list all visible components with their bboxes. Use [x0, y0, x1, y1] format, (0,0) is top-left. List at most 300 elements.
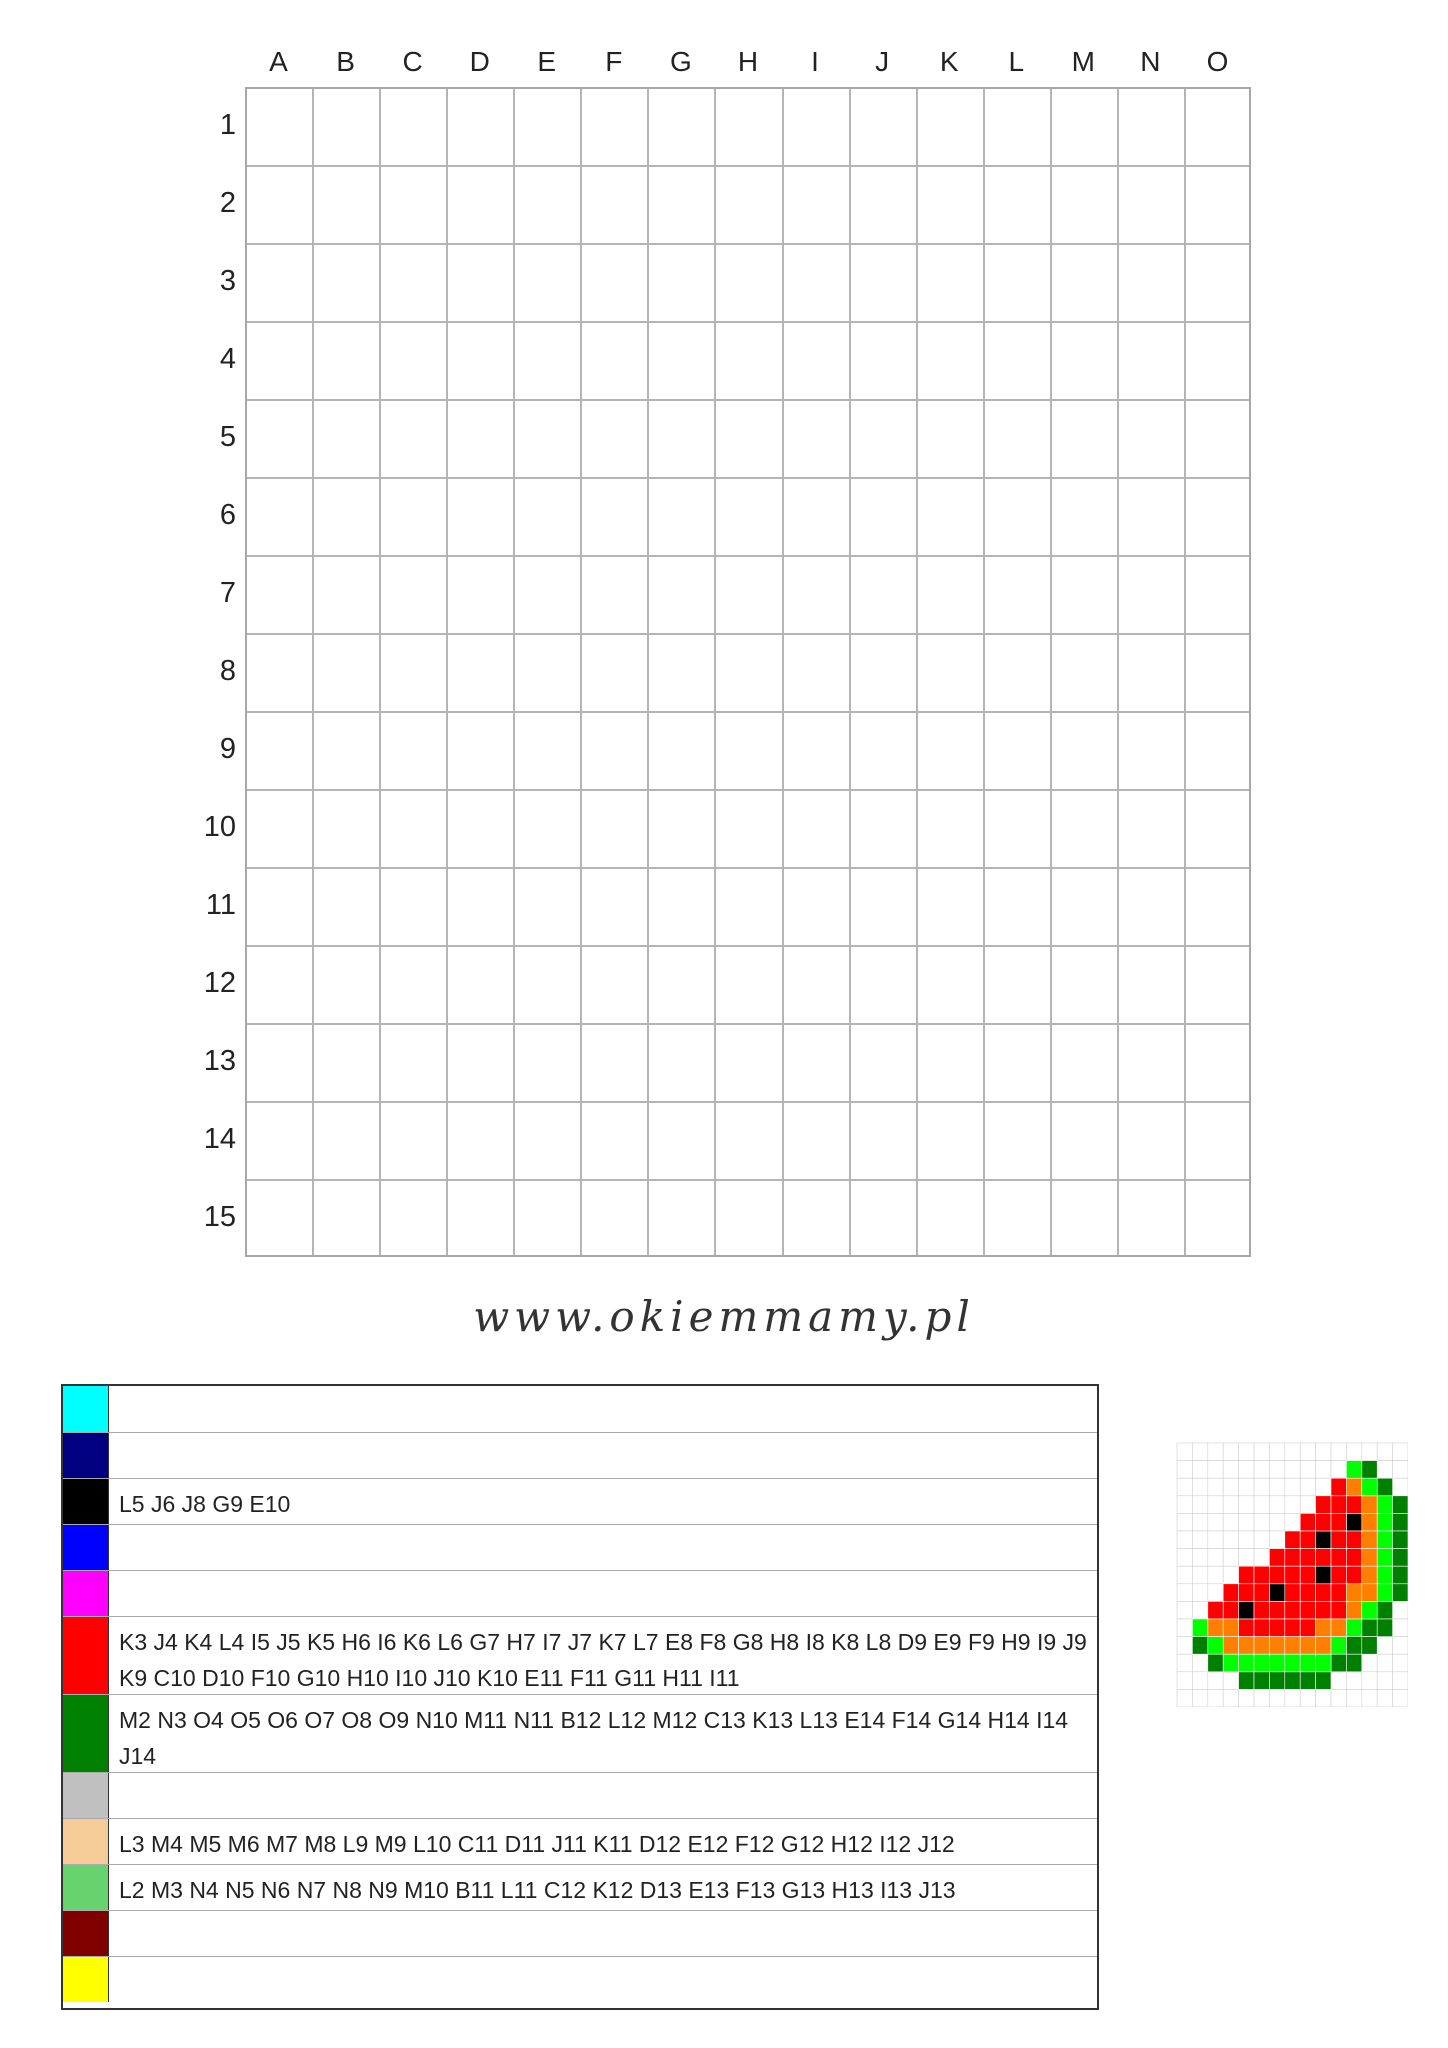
- cell-codes: L5 J6 J8 G9 E10: [119, 1491, 291, 1517]
- color-swatch: [63, 1911, 109, 1956]
- preview-grid-cell: [1177, 1461, 1192, 1479]
- preview-pixel-light-green: [1254, 1654, 1269, 1672]
- grid-column-divider: [446, 89, 448, 1255]
- preview-grid-cell: [1377, 1637, 1392, 1655]
- preview-pixel-red: [1331, 1496, 1346, 1514]
- coloring-grid[interactable]: [245, 87, 1251, 1257]
- preview-grid-cell: [1239, 1478, 1254, 1496]
- preview-pixel-red: [1316, 1513, 1331, 1531]
- preview-grid-cell: [1285, 1496, 1300, 1514]
- preview-pixel-dark-green: [1208, 1654, 1223, 1672]
- preview-pixel-red: [1285, 1531, 1300, 1549]
- preview-grid-cell: [1393, 1637, 1408, 1655]
- preview-pixel-red: [1300, 1549, 1315, 1567]
- column-label-f: F: [605, 46, 623, 77]
- column-label-o: O: [1206, 46, 1229, 77]
- color-swatch: [63, 1773, 109, 1818]
- preview-grid-cell: [1316, 1461, 1331, 1479]
- preview-pixel-dark-green: [1300, 1672, 1315, 1690]
- preview-grid-cell: [1223, 1513, 1238, 1531]
- preview-pixel-orange: [1316, 1619, 1331, 1637]
- preview-pixel-orange: [1362, 1549, 1377, 1567]
- preview-grid-cell: [1346, 1443, 1361, 1461]
- column-label-n: N: [1140, 46, 1161, 77]
- preview-pixel-light-green: [1377, 1513, 1392, 1531]
- preview-grid-cell: [1177, 1672, 1192, 1690]
- preview-pixel-red: [1239, 1619, 1254, 1637]
- preview-grid-cell: [1223, 1478, 1238, 1496]
- preview-grid-cell: [1208, 1672, 1223, 1690]
- website-watermark: www.okiemmamy.pl: [473, 1292, 975, 1341]
- preview-pixel-red: [1316, 1601, 1331, 1619]
- preview-grid-cell: [1362, 1689, 1377, 1707]
- preview-grid-cell: [1192, 1513, 1207, 1531]
- preview-grid-cell: [1192, 1496, 1207, 1514]
- color-swatch: [63, 1617, 109, 1694]
- grid-row-divider: [247, 711, 1249, 713]
- preview-grid-cell: [1223, 1549, 1238, 1567]
- preview-grid-cell: [1393, 1478, 1408, 1496]
- color-swatch: [63, 1695, 109, 1772]
- preview-grid-cell: [1331, 1689, 1346, 1707]
- grid-row-divider: [247, 399, 1249, 401]
- color-swatch: [63, 1957, 109, 2002]
- preview-grid-cell: [1223, 1689, 1238, 1707]
- column-label-c: C: [402, 46, 423, 77]
- preview-pixel-red: [1331, 1478, 1346, 1496]
- preview-pixel-light-green: [1377, 1496, 1392, 1514]
- preview-pixel-red: [1285, 1619, 1300, 1637]
- preview-pixel-orange: [1208, 1619, 1223, 1637]
- row-label-14: 14: [203, 1123, 236, 1155]
- preview-pixel-red: [1346, 1496, 1361, 1514]
- preview-grid-cell: [1346, 1689, 1361, 1707]
- preview-pixel-red: [1300, 1601, 1315, 1619]
- preview-pixel-red: [1223, 1584, 1238, 1602]
- grid-column-divider: [1117, 89, 1119, 1255]
- preview-grid-cell: [1285, 1443, 1300, 1461]
- preview-pixel-light-green: [1377, 1531, 1392, 1549]
- preview-pixel-light-green: [1208, 1637, 1223, 1655]
- legend-row: [63, 1864, 1097, 1910]
- preview-grid-cell: [1192, 1672, 1207, 1690]
- preview-grid-cell: [1239, 1496, 1254, 1514]
- grid-row-divider: [247, 165, 1249, 167]
- row-label-7: 7: [219, 577, 236, 609]
- preview-pixel-light-green: [1346, 1461, 1361, 1479]
- preview-pixel-black: [1346, 1513, 1361, 1531]
- preview-pixel-red: [1331, 1584, 1346, 1602]
- preview-pixel-light-green: [1223, 1654, 1238, 1672]
- preview-grid-cell: [1393, 1619, 1408, 1637]
- row-label-8: 8: [219, 655, 236, 687]
- preview-pixel-dark-green: [1192, 1637, 1207, 1655]
- preview-pixel-red: [1331, 1566, 1346, 1584]
- preview-grid-cell: [1393, 1689, 1408, 1707]
- preview-pixel-dark-green: [1393, 1496, 1408, 1514]
- cell-codes: K3 J4 K4 L4 I5 J5 K5 H6 I6 K6 L6 G7 H7 I7 J7 K7 L7 E8 F8 G8 H8 I8 K8 L8 D9 E9 F9 H9 I9 J9 K9 C10 D10 F10 G10 H10 I10 J10 K10 E11 F11 G11 H11 I11: [119, 1629, 1087, 1691]
- preview-pixel-black: [1239, 1601, 1254, 1619]
- preview-grid-cell: [1177, 1637, 1192, 1655]
- preview-pixel-dark-green: [1239, 1672, 1254, 1690]
- preview-grid-cell: [1192, 1443, 1207, 1461]
- grid-row-divider: [247, 555, 1249, 557]
- preview-grid-cell: [1269, 1496, 1284, 1514]
- preview-pixel-light-green: [1300, 1654, 1315, 1672]
- legend-row: [63, 1478, 1097, 1524]
- grid-column-divider: [916, 89, 918, 1255]
- preview-pixel-red: [1346, 1549, 1361, 1567]
- preview-pixel-black: [1316, 1531, 1331, 1549]
- preview-pixel-red: [1239, 1566, 1254, 1584]
- preview-pixel-orange: [1362, 1513, 1377, 1531]
- preview-grid-cell: [1331, 1443, 1346, 1461]
- preview-grid-cell: [1362, 1443, 1377, 1461]
- preview-pixel-red: [1254, 1619, 1269, 1637]
- preview-pixel-light-green: [1331, 1637, 1346, 1655]
- preview-grid-cell: [1177, 1478, 1192, 1496]
- grid-column-divider: [983, 89, 985, 1255]
- preview-grid-cell: [1285, 1689, 1300, 1707]
- preview-pixel-dark-green: [1331, 1654, 1346, 1672]
- cell-codes: M2 N3 O4 O5 O6 O7 O8 O9 N10 M11 N11 B12 L12 M12 C13 K13 L13 E14 F14 G14 H14 I14 J14: [119, 1707, 1069, 1769]
- preview-pixel-orange: [1331, 1619, 1346, 1637]
- preview-grid-cell: [1393, 1461, 1408, 1479]
- preview-pixel-orange: [1223, 1619, 1238, 1637]
- preview-grid-cell: [1316, 1478, 1331, 1496]
- color-swatch: [63, 1433, 109, 1478]
- legend-row: [63, 1818, 1097, 1864]
- preview-pixel-red: [1346, 1566, 1361, 1584]
- preview-grid-cell: [1377, 1654, 1392, 1672]
- preview-pixel-red: [1300, 1566, 1315, 1584]
- preview-grid-cell: [1300, 1689, 1315, 1707]
- preview-grid-cell: [1192, 1566, 1207, 1584]
- legend-row: [63, 1956, 1097, 2002]
- preview-pixel-red: [1208, 1601, 1223, 1619]
- preview-grid-cell: [1331, 1461, 1346, 1479]
- preview-pixel-dark-green: [1346, 1637, 1361, 1655]
- column-label-b: B: [336, 46, 355, 77]
- color-swatch: [63, 1525, 109, 1570]
- preview-pixel-dark-green: [1393, 1566, 1408, 1584]
- preview-pixel-light-green: [1239, 1654, 1254, 1672]
- grid-column-divider: [513, 89, 515, 1255]
- preview-grid-cell: [1300, 1443, 1315, 1461]
- preview-grid-cell: [1316, 1689, 1331, 1707]
- preview-pixel-red: [1285, 1566, 1300, 1584]
- grid-row-divider: [247, 945, 1249, 947]
- grid-column-divider: [1050, 89, 1052, 1255]
- preview-grid-cell: [1269, 1443, 1284, 1461]
- preview-pixel-red: [1331, 1513, 1346, 1531]
- preview-grid-cell: [1393, 1654, 1408, 1672]
- preview-pixel-red: [1285, 1584, 1300, 1602]
- grid-column-divider: [714, 89, 716, 1255]
- preview-grid-cell: [1254, 1496, 1269, 1514]
- legend-row: [63, 1432, 1097, 1478]
- color-legend-table: [61, 1384, 1099, 2010]
- color-swatch: [63, 1865, 109, 1910]
- preview-grid-cell: [1192, 1478, 1207, 1496]
- preview-grid-cell: [1208, 1443, 1223, 1461]
- preview-grid-cell: [1285, 1478, 1300, 1496]
- preview-pixel-art: [1176, 1442, 1408, 1707]
- color-swatch: [63, 1819, 109, 1864]
- color-swatch: [63, 1571, 109, 1616]
- preview-pixel-red: [1331, 1549, 1346, 1567]
- grid-row-divider: [247, 321, 1249, 323]
- preview-pixel-dark-green: [1393, 1549, 1408, 1567]
- color-swatch: [63, 1386, 109, 1432]
- preview-pixel-dark-green: [1316, 1672, 1331, 1690]
- preview-grid-cell: [1177, 1513, 1192, 1531]
- preview-grid-cell: [1223, 1496, 1238, 1514]
- preview-pixel-light-green: [1316, 1654, 1331, 1672]
- preview-grid-cell: [1316, 1443, 1331, 1461]
- preview-grid-cell: [1285, 1461, 1300, 1479]
- column-label-e: E: [537, 46, 557, 77]
- grid-row-divider: [247, 243, 1249, 245]
- preview-grid-cell: [1239, 1549, 1254, 1567]
- preview-pixel-orange: [1362, 1584, 1377, 1602]
- preview-grid-cell: [1223, 1531, 1238, 1549]
- row-label-10: 10: [203, 811, 236, 843]
- preview-pixel-red: [1316, 1496, 1331, 1514]
- preview-grid-cell: [1300, 1496, 1315, 1514]
- preview-grid-cell: [1362, 1654, 1377, 1672]
- grid-column-divider: [1184, 89, 1186, 1255]
- preview-pixel-red: [1269, 1566, 1284, 1584]
- preview-grid-cell: [1377, 1672, 1392, 1690]
- column-label-l: L: [1008, 46, 1025, 77]
- grid-column-divider: [782, 89, 784, 1255]
- preview-grid-cell: [1346, 1672, 1361, 1690]
- preview-grid-cell: [1192, 1531, 1207, 1549]
- watermelon-preview-image: [1176, 1442, 1408, 1707]
- preview-grid-cell: [1377, 1689, 1392, 1707]
- preview-grid-cell: [1177, 1689, 1192, 1707]
- preview-pixel-red: [1346, 1531, 1361, 1549]
- preview-grid-cell: [1192, 1654, 1207, 1672]
- preview-pixel-dark-green: [1393, 1584, 1408, 1602]
- row-label-15: 15: [203, 1201, 236, 1233]
- preview-grid-cell: [1208, 1531, 1223, 1549]
- grid-column-divider: [580, 89, 582, 1255]
- preview-grid-cell: [1177, 1584, 1192, 1602]
- preview-grid-cell: [1269, 1478, 1284, 1496]
- grid-row-divider: [247, 1023, 1249, 1025]
- legend-row: [63, 1524, 1097, 1570]
- column-label-h: H: [737, 46, 759, 77]
- preview-pixel-orange: [1285, 1637, 1300, 1655]
- column-label-k: K: [939, 46, 959, 77]
- preview-grid-cell: [1223, 1672, 1238, 1690]
- preview-pixel-orange: [1269, 1637, 1284, 1655]
- preview-pixel-light-green: [1377, 1584, 1392, 1602]
- preview-pixel-orange: [1346, 1478, 1361, 1496]
- preview-grid-cell: [1254, 1531, 1269, 1549]
- grid-row-divider: [247, 867, 1249, 869]
- preview-pixel-orange: [1254, 1637, 1269, 1655]
- preview-pixel-dark-green: [1254, 1672, 1269, 1690]
- preview-grid-cell: [1331, 1672, 1346, 1690]
- preview-grid-cell: [1208, 1513, 1223, 1531]
- preview-pixel-dark-green: [1393, 1531, 1408, 1549]
- row-label-11: 11: [205, 889, 236, 921]
- preview-pixel-light-green: [1269, 1654, 1284, 1672]
- preview-grid-cell: [1223, 1566, 1238, 1584]
- legend-row: [63, 1616, 1097, 1694]
- preview-pixel-dark-green: [1393, 1513, 1408, 1531]
- preview-pixel-orange: [1239, 1637, 1254, 1655]
- cell-codes: L2 M3 N4 N5 N6 N7 N8 N9 M10 B11 L11 C12 K12 D13 E13 F13 G13 H13 I13 J13: [119, 1877, 956, 1903]
- preview-grid-cell: [1177, 1654, 1192, 1672]
- preview-pixel-red: [1331, 1601, 1346, 1619]
- preview-pixel-light-green: [1362, 1478, 1377, 1496]
- preview-grid-cell: [1192, 1584, 1207, 1602]
- preview-grid-cell: [1254, 1513, 1269, 1531]
- preview-grid-cell: [1393, 1601, 1408, 1619]
- preview-grid-cell: [1377, 1461, 1392, 1479]
- preview-grid-cell: [1362, 1672, 1377, 1690]
- row-label-13: 13: [203, 1045, 236, 1077]
- preview-grid-cell: [1269, 1513, 1284, 1531]
- preview-grid-cell: [1208, 1584, 1223, 1602]
- legend-row: [63, 1910, 1097, 1956]
- preview-grid-cell: [1177, 1496, 1192, 1514]
- preview-grid-cell: [1269, 1531, 1284, 1549]
- preview-pixel-orange: [1346, 1601, 1361, 1619]
- preview-grid-cell: [1254, 1549, 1269, 1567]
- row-label-9: 9: [219, 733, 236, 765]
- preview-pixel-orange: [1362, 1566, 1377, 1584]
- preview-pixel-dark-green: [1346, 1654, 1361, 1672]
- row-label-1: 1: [219, 109, 236, 141]
- row-label-5: 5: [219, 421, 236, 453]
- preview-pixel-dark-green: [1377, 1478, 1392, 1496]
- preview-pixel-red: [1254, 1584, 1269, 1602]
- legend-row: [63, 1386, 1097, 1432]
- preview-pixel-dark-green: [1377, 1601, 1392, 1619]
- preview-pixel-orange: [1346, 1584, 1361, 1602]
- preview-pixel-dark-green: [1285, 1672, 1300, 1690]
- row-label-6: 6: [219, 499, 236, 531]
- preview-grid-cell: [1177, 1601, 1192, 1619]
- preview-pixel-orange: [1300, 1637, 1315, 1655]
- preview-grid-cell: [1192, 1689, 1207, 1707]
- column-label-a: A: [269, 46, 288, 77]
- preview-grid-cell: [1300, 1461, 1315, 1479]
- preview-grid-cell: [1208, 1478, 1223, 1496]
- preview-grid-cell: [1393, 1672, 1408, 1690]
- preview-pixel-light-green: [1285, 1654, 1300, 1672]
- grid-row-divider: [247, 1179, 1249, 1181]
- column-label-g: G: [670, 46, 692, 77]
- preview-pixel-red: [1269, 1601, 1284, 1619]
- preview-pixel-red: [1285, 1601, 1300, 1619]
- preview-pixel-red: [1269, 1549, 1284, 1567]
- preview-grid-cell: [1254, 1689, 1269, 1707]
- preview-pixel-dark-green: [1362, 1637, 1377, 1655]
- preview-pixel-red: [1300, 1531, 1315, 1549]
- row-label-3: 3: [219, 265, 236, 297]
- preview-grid-cell: [1177, 1566, 1192, 1584]
- preview-grid-cell: [1192, 1601, 1207, 1619]
- preview-grid-cell: [1239, 1461, 1254, 1479]
- column-label-m: M: [1071, 46, 1095, 77]
- row-label-4: 4: [219, 343, 236, 375]
- preview-pixel-red: [1316, 1549, 1331, 1567]
- preview-pixel-red: [1254, 1566, 1269, 1584]
- preview-grid-cell: [1285, 1513, 1300, 1531]
- preview-grid-cell: [1239, 1531, 1254, 1549]
- preview-grid-cell: [1177, 1531, 1192, 1549]
- preview-pixel-light-green: [1346, 1619, 1361, 1637]
- preview-grid-cell: [1177, 1443, 1192, 1461]
- preview-pixel-red: [1269, 1619, 1284, 1637]
- preview-pixel-red: [1254, 1601, 1269, 1619]
- preview-pixel-light-green: [1377, 1549, 1392, 1567]
- preview-pixel-orange: [1362, 1496, 1377, 1514]
- preview-pixel-red: [1300, 1513, 1315, 1531]
- preview-grid-cell: [1377, 1443, 1392, 1461]
- preview-grid-cell: [1239, 1443, 1254, 1461]
- legend-row: [63, 1694, 1097, 1772]
- grid-row-divider: [247, 1101, 1249, 1103]
- grid-column-divider: [647, 89, 649, 1255]
- preview-grid-cell: [1300, 1478, 1315, 1496]
- preview-grid-cell: [1254, 1478, 1269, 1496]
- preview-pixel-red: [1285, 1549, 1300, 1567]
- preview-grid-cell: [1208, 1461, 1223, 1479]
- grid-row-divider: [247, 633, 1249, 635]
- preview-grid-cell: [1192, 1461, 1207, 1479]
- preview-pixel-dark-green: [1362, 1461, 1377, 1479]
- column-label-d: D: [469, 46, 490, 77]
- column-label-i: I: [811, 46, 819, 77]
- preview-grid-cell: [1177, 1549, 1192, 1567]
- row-label-2: 2: [219, 187, 236, 219]
- row-label-12: 12: [203, 967, 236, 999]
- grid-row-divider: [247, 477, 1249, 479]
- preview-grid-cell: [1177, 1619, 1192, 1637]
- preview-pixel-dark-green: [1269, 1672, 1284, 1690]
- preview-pixel-orange: [1316, 1637, 1331, 1655]
- preview-pixel-light-green: [1377, 1566, 1392, 1584]
- grid-row-divider: [247, 789, 1249, 791]
- preview-grid-cell: [1223, 1461, 1238, 1479]
- grid-column-divider: [312, 89, 314, 1255]
- preview-grid-cell: [1208, 1496, 1223, 1514]
- preview-grid-cell: [1208, 1566, 1223, 1584]
- preview-pixel-light-green: [1192, 1619, 1207, 1637]
- preview-pixel-red: [1300, 1619, 1315, 1637]
- preview-pixel-orange: [1362, 1531, 1377, 1549]
- preview-pixel-dark-green: [1362, 1619, 1377, 1637]
- preview-pixel-red: [1300, 1584, 1315, 1602]
- preview-grid-cell: [1208, 1549, 1223, 1567]
- legend-row: [63, 1570, 1097, 1616]
- preview-pixel-black: [1316, 1566, 1331, 1584]
- preview-grid-cell: [1393, 1443, 1408, 1461]
- preview-grid-cell: [1254, 1461, 1269, 1479]
- preview-grid-cell: [1239, 1689, 1254, 1707]
- cell-codes: L3 M4 M5 M6 M7 M8 L9 M9 L10 C11 D11 J11 K11 D12 E12 F12 G12 H12 I12 J12: [119, 1831, 955, 1857]
- color-swatch: [63, 1479, 109, 1524]
- grid-column-divider: [849, 89, 851, 1255]
- preview-pixel-black: [1269, 1584, 1284, 1602]
